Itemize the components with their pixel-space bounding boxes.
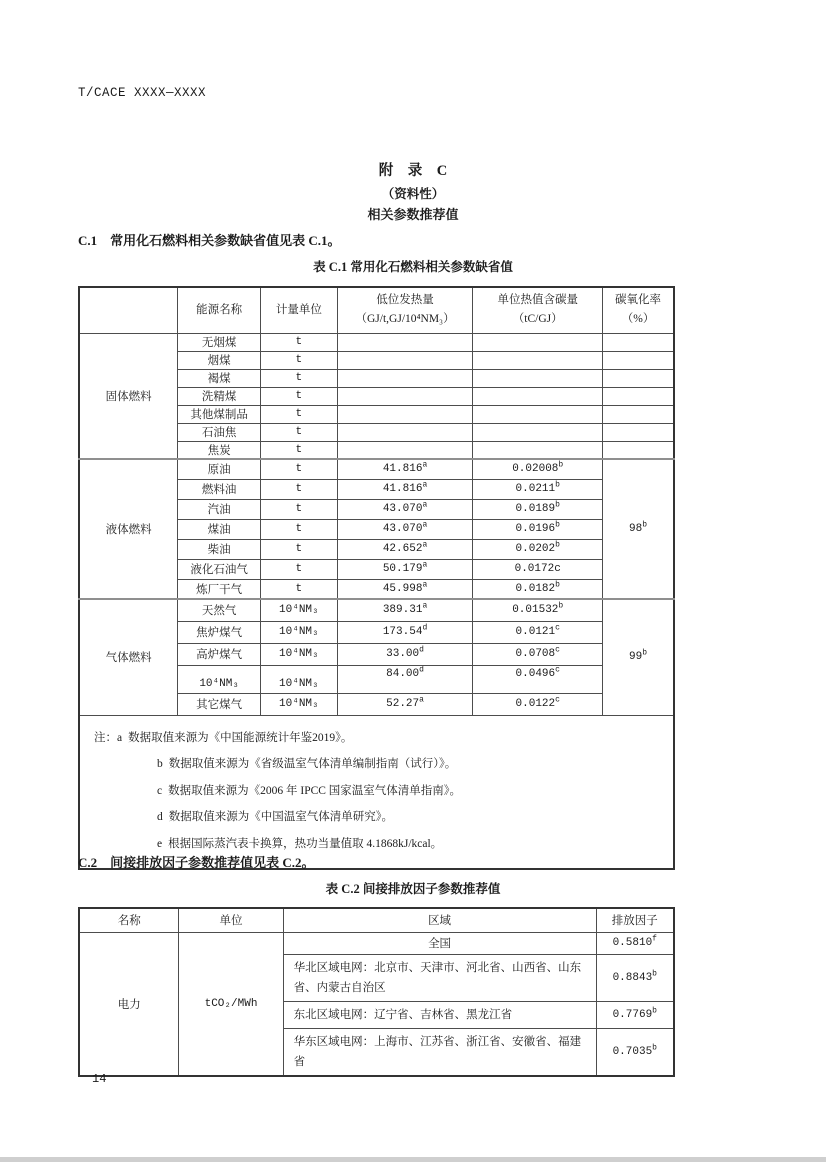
fuel-name-cell: 炼厂干气 — [178, 579, 261, 599]
oxidation-cell — [603, 441, 674, 459]
heat-cell: 41.816$^a$ — [337, 459, 473, 479]
header-carbon-content — [473, 287, 603, 333]
carbon-cell: 0.0196$^b$ — [473, 519, 603, 539]
fuel-name-cell: 燃料油 — [178, 479, 261, 499]
region-cell: 东北区域电网：辽宁省、吉林省、黑龙江省 — [283, 1001, 596, 1028]
oxidation-cell — [603, 423, 674, 441]
factor-cell: 0.5810$^f$ — [596, 932, 674, 954]
unit-cell: 10⁴NM₃ — [260, 665, 337, 693]
note-c: c 数据取值来源为《2006 年 IPCC 国家温室气体清单指南》。 — [157, 784, 462, 797]
table-c2-header-row — [79, 908, 674, 932]
group-cell: 气体燃料 — [79, 599, 178, 715]
fuel-name-cell: 褐煤 — [178, 369, 261, 387]
carbon-cell — [473, 441, 603, 459]
unit-cell: t — [260, 405, 337, 423]
table-notes-row — [79, 715, 674, 869]
table-c1-caption: 表 C.1 常用化石燃料相关参数缺省值 — [313, 260, 513, 274]
table-row — [79, 333, 674, 351]
header-factor: 排放因子 — [596, 908, 674, 932]
carbon-cell — [473, 387, 603, 405]
heat-cell: 42.652$^a$ — [337, 539, 473, 559]
fuel-name-cell: 原油 — [178, 459, 261, 479]
header-carbon-content-line2: （tC/GJ） — [512, 313, 563, 326]
carbon-cell: 0.0172c — [473, 559, 603, 579]
factor-cell: 0.7035$^b$ — [596, 1028, 674, 1076]
unit-cell: t — [260, 387, 337, 405]
carbon-cell — [473, 333, 603, 351]
header-measure-unit: 计量单位 — [260, 287, 337, 333]
header-group-cell — [79, 287, 178, 333]
heat-cell — [337, 423, 473, 441]
section-c1-text: 常用化石燃料相关参数缺省值见表 C.1。 — [110, 233, 341, 248]
table-c1-notes — [79, 715, 674, 869]
heat-cell: 41.816$^a$ — [337, 479, 473, 499]
fuel-name-cell: 煤油 — [178, 519, 261, 539]
heat-cell — [337, 405, 473, 423]
fuel-name-cell: 焦炭 — [178, 441, 261, 459]
note-d: d 数据取值来源为《中国温室气体清单研究》。 — [157, 811, 393, 823]
unit-cell: t — [260, 351, 337, 369]
carbon-cell: 0.0496$^c$ — [473, 665, 603, 693]
note-a: 注：a 数据取值来源为《中国能源统计年鉴2019》。 — [94, 731, 353, 744]
unit-cell: 10⁴NM₃ — [260, 643, 337, 665]
section-c1-number: C.1 — [78, 233, 98, 248]
unit-cell: t — [260, 333, 337, 351]
header-carbon-content-line1: 单位热值含碳量 — [497, 294, 578, 307]
table-c2 — [78, 907, 675, 1077]
header-heating-value — [337, 287, 473, 333]
group-cell: 液体燃料 — [79, 459, 178, 599]
heat-cell: 45.998$^a$ — [337, 579, 473, 599]
header-unit: 单位 — [179, 908, 283, 932]
carbon-cell: 0.0189$^b$ — [473, 499, 603, 519]
unit-cell: t — [260, 369, 337, 387]
heat-cell — [337, 369, 473, 387]
carbon-cell: 0.01532$^b$ — [473, 599, 603, 621]
page-edge-divider — [0, 1157, 826, 1162]
heat-cell: 50.179$^a$ — [337, 559, 473, 579]
note-e: e 根据国际蒸汽表卡换算，热功当量值取 4.1868kJ/kcal。 — [157, 837, 443, 850]
heat-cell: 84.00$^d$ — [337, 665, 473, 693]
fuel-name-cell: 其他煤制品 — [178, 405, 261, 423]
oxidation-cell — [603, 369, 674, 387]
factor-cell: 0.8843$^b$ — [596, 954, 674, 1001]
oxidation-cell — [603, 351, 674, 369]
oxidation-cell — [603, 387, 674, 405]
section-c2-heading — [78, 852, 315, 871]
table-row — [79, 599, 674, 621]
unit-cell: t — [260, 479, 337, 499]
unit-cell: t — [260, 539, 337, 559]
region-cell: 华东区域电网：上海市、江苏省、浙江省、安徽省、福建省 — [283, 1028, 596, 1076]
heat-cell: 43.070$^a$ — [337, 499, 473, 519]
header-oxidation-rate-line2: （%） — [621, 313, 655, 326]
header-region: 区域 — [283, 908, 596, 932]
header-oxidation-rate — [603, 287, 674, 333]
fuel-name-cell: 石油焦 — [178, 423, 261, 441]
unit-cell: t — [260, 499, 337, 519]
fuel-name-cell: 烟煤 — [178, 351, 261, 369]
carbon-cell: 0.0211$^b$ — [473, 479, 603, 499]
heat-cell — [337, 351, 473, 369]
heat-cell: 33.00$^d$ — [337, 643, 473, 665]
table-c1 — [78, 286, 675, 870]
unit-cell: 10⁴NM₃ — [260, 693, 337, 715]
unit-cell: t — [260, 423, 337, 441]
carbon-cell: 0.02008$^b$ — [473, 459, 603, 479]
appendix-subtitle: （资料性） — [381, 187, 445, 201]
header-energy-name: 能源名称 — [178, 287, 261, 333]
unit-cell: t — [260, 441, 337, 459]
carbon-cell — [473, 423, 603, 441]
section-c2-text: 间接排放因子参数推荐值见表 C.2。 — [110, 855, 315, 870]
carbon-cell: 0.0202$^b$ — [473, 539, 603, 559]
oxidation-cell: 98$^b$ — [603, 459, 674, 599]
fuel-name-cell: 无烟煤 — [178, 333, 261, 351]
note-b: b 数据取值来源为《省级温室气体清单编制指南（试行）》。 — [157, 758, 457, 770]
table-row — [79, 459, 674, 479]
header-heating-value-line2: （GJ/t,GJ/10⁴NM₃） — [355, 313, 455, 326]
carbon-cell: 0.0122$^c$ — [473, 693, 603, 715]
unit-cell: t — [260, 559, 337, 579]
heat-cell — [337, 387, 473, 405]
appendix-heading: 相关参数推荐值 — [367, 207, 459, 222]
region-cell: 全国 — [283, 932, 596, 954]
heat-cell: 173.54$^d$ — [337, 621, 473, 643]
unit-cell: 10⁴NM₃ — [260, 599, 337, 621]
carbon-cell: 0.0121$^c$ — [473, 621, 603, 643]
unit-cell: 10⁴NM₃ — [260, 621, 337, 643]
fuel-name-cell: 焦炉煤气 — [178, 621, 261, 643]
heat-cell: 52.27$^a$ — [337, 693, 473, 715]
unit-cell: t — [260, 519, 337, 539]
carbon-cell — [473, 369, 603, 387]
carbon-cell — [473, 405, 603, 423]
unit-cell: t — [260, 579, 337, 599]
fuel-name-cell: 柴油 — [178, 539, 261, 559]
oxidation-cell: 99$^b$ — [603, 599, 674, 715]
unit-cell: tCO₂/MWh — [179, 932, 283, 1076]
group-cell: 固体燃料 — [79, 333, 178, 459]
table-c2-caption: 表 C.2 间接排放因子参数推荐值 — [325, 882, 501, 896]
header-heating-value-line1: 低位发热量 — [376, 294, 434, 307]
heat-cell: 389.31$^a$ — [337, 599, 473, 621]
fuel-name-cell: 天然气 — [178, 599, 261, 621]
fuel-name-cell: 10⁴NM₃ — [178, 665, 261, 693]
heat-cell: 43.070$^a$ — [337, 519, 473, 539]
carbon-cell: 0.0182$^b$ — [473, 579, 603, 599]
region-cell: 华北区域电网：北京市、天津市、河北省、山西省、山东省、内蒙古自治区 — [283, 954, 596, 1001]
heat-cell — [337, 333, 473, 351]
table-row — [79, 932, 674, 954]
fuel-name-cell: 其它煤气 — [178, 693, 261, 715]
carbon-cell — [473, 351, 603, 369]
section-c2-number: C.2 — [78, 855, 98, 870]
unit-cell: t — [260, 459, 337, 479]
appendix-title: 附 录 C — [378, 163, 448, 179]
fuel-name-cell: 高炉煤气 — [178, 643, 261, 665]
oxidation-cell — [603, 333, 674, 351]
document-code: T/CACE XXXX—XXXX — [78, 86, 207, 100]
oxidation-cell — [603, 405, 674, 423]
carbon-cell: 0.0708$^c$ — [473, 643, 603, 665]
table-c1-header-row — [79, 287, 674, 333]
energy-type-cell: 电力 — [79, 932, 179, 1076]
factor-cell: 0.7769$^b$ — [596, 1001, 674, 1028]
header-name: 名称 — [79, 908, 179, 932]
fuel-name-cell: 汽油 — [178, 499, 261, 519]
fuel-name-cell: 液化石油气 — [178, 559, 261, 579]
fuel-name-cell: 洗精煤 — [178, 387, 261, 405]
page-number: 14 — [92, 1072, 107, 1086]
heat-cell — [337, 441, 473, 459]
section-c1-heading — [78, 230, 341, 249]
header-oxidation-rate-line1: 碳氧化率 — [615, 294, 662, 307]
